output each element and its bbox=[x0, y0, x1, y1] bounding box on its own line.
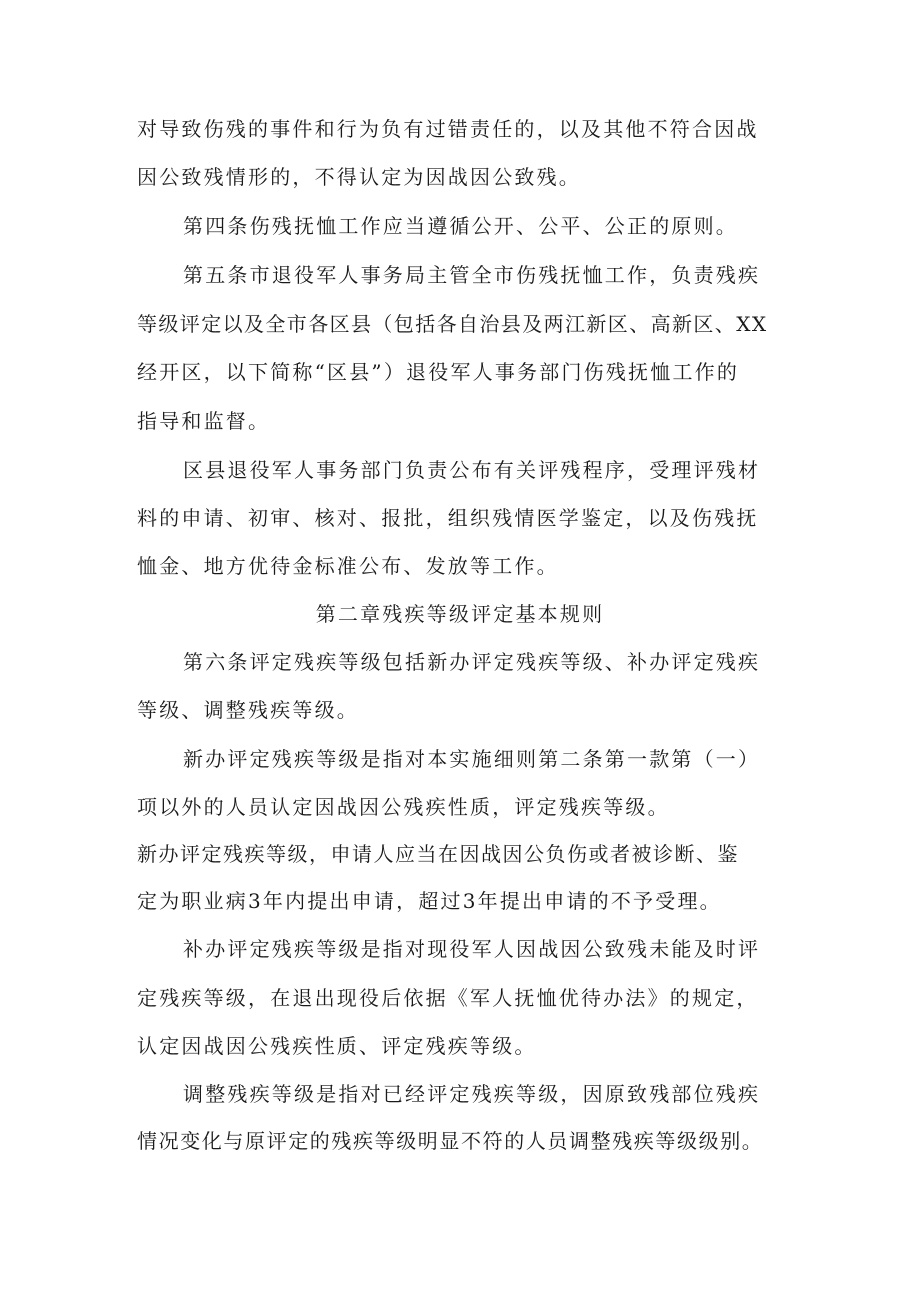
text-line: 因公致残情形的，不得认定为因战因公致残。 bbox=[137, 165, 581, 189]
text-line: 指导和监督。 bbox=[137, 409, 271, 433]
text-line: 经开区，以下简称“区县”）退役军人事务部门伤残抚恤工作的 bbox=[137, 360, 740, 384]
text-line: 等级评定以及全市各区县（包括各自治县及两江新区、高新区、XX bbox=[137, 312, 768, 336]
text-line: 料的申请、初审、核对、报批，组织残情医学鉴定，以及伤残抚 bbox=[137, 506, 759, 530]
paragraph-start-line: 调整残疾等级是指对已经评定残疾等级，因原致残部位残疾 bbox=[183, 1082, 761, 1106]
text-line: 认定因战因公残疾性质、评定残疾等级。 bbox=[137, 1034, 537, 1058]
chapter-heading: 第二章残疾等级评定基本规则 bbox=[315, 602, 605, 626]
paragraph-start-line: 补办评定残疾等级是指对现役军人因战因公致残未能及时评 bbox=[183, 937, 761, 961]
text-line: 定残疾等级，在退出现役后依据《军人抚恤优待办法》的规定， bbox=[137, 986, 759, 1010]
paragraph-start-line: 新办评定残疾等级是指对本实施细则第二条第一款第（一） bbox=[183, 747, 761, 771]
text-line: 等级、调整残疾等级。 bbox=[137, 698, 359, 722]
paragraph-start-line: 区县退役军人事务部门负责公布有关评残程序，受理评残材 bbox=[183, 458, 761, 482]
text-line: 恤金、地方优待金标准公布、发放等工作。 bbox=[137, 554, 559, 578]
text-line: 对导致伤残的事件和行为负有过错责任的，以及其他不符合因战 bbox=[137, 117, 759, 141]
text-line: 新办评定残疾等级，申请人应当在因战因公负伤或者被诊断、鉴 bbox=[137, 842, 739, 866]
text-line: 情况变化与原评定的残疾等级明显不符的人员调整残疾等级级别。 bbox=[137, 1129, 764, 1153]
text-line: 项以外的人员认定因战因公残疾性质，评定残疾等级。 bbox=[137, 795, 670, 819]
paragraph-start-line: 第六条评定残疾等级包括新办评定残疾等级、补办评定残疾 bbox=[183, 650, 761, 674]
paragraph-start-line: 第四条伤残抚恤工作应当遵循公开、公平、公正的原则。 bbox=[183, 214, 738, 238]
text-line: 定为职业病3年内提出申请，超过3年提出申请的不予受理。 bbox=[137, 889, 722, 913]
paragraph-start-line: 第五条市退役军人事务局主管全市伤残抚恤工作，负责残疾 bbox=[183, 263, 761, 287]
